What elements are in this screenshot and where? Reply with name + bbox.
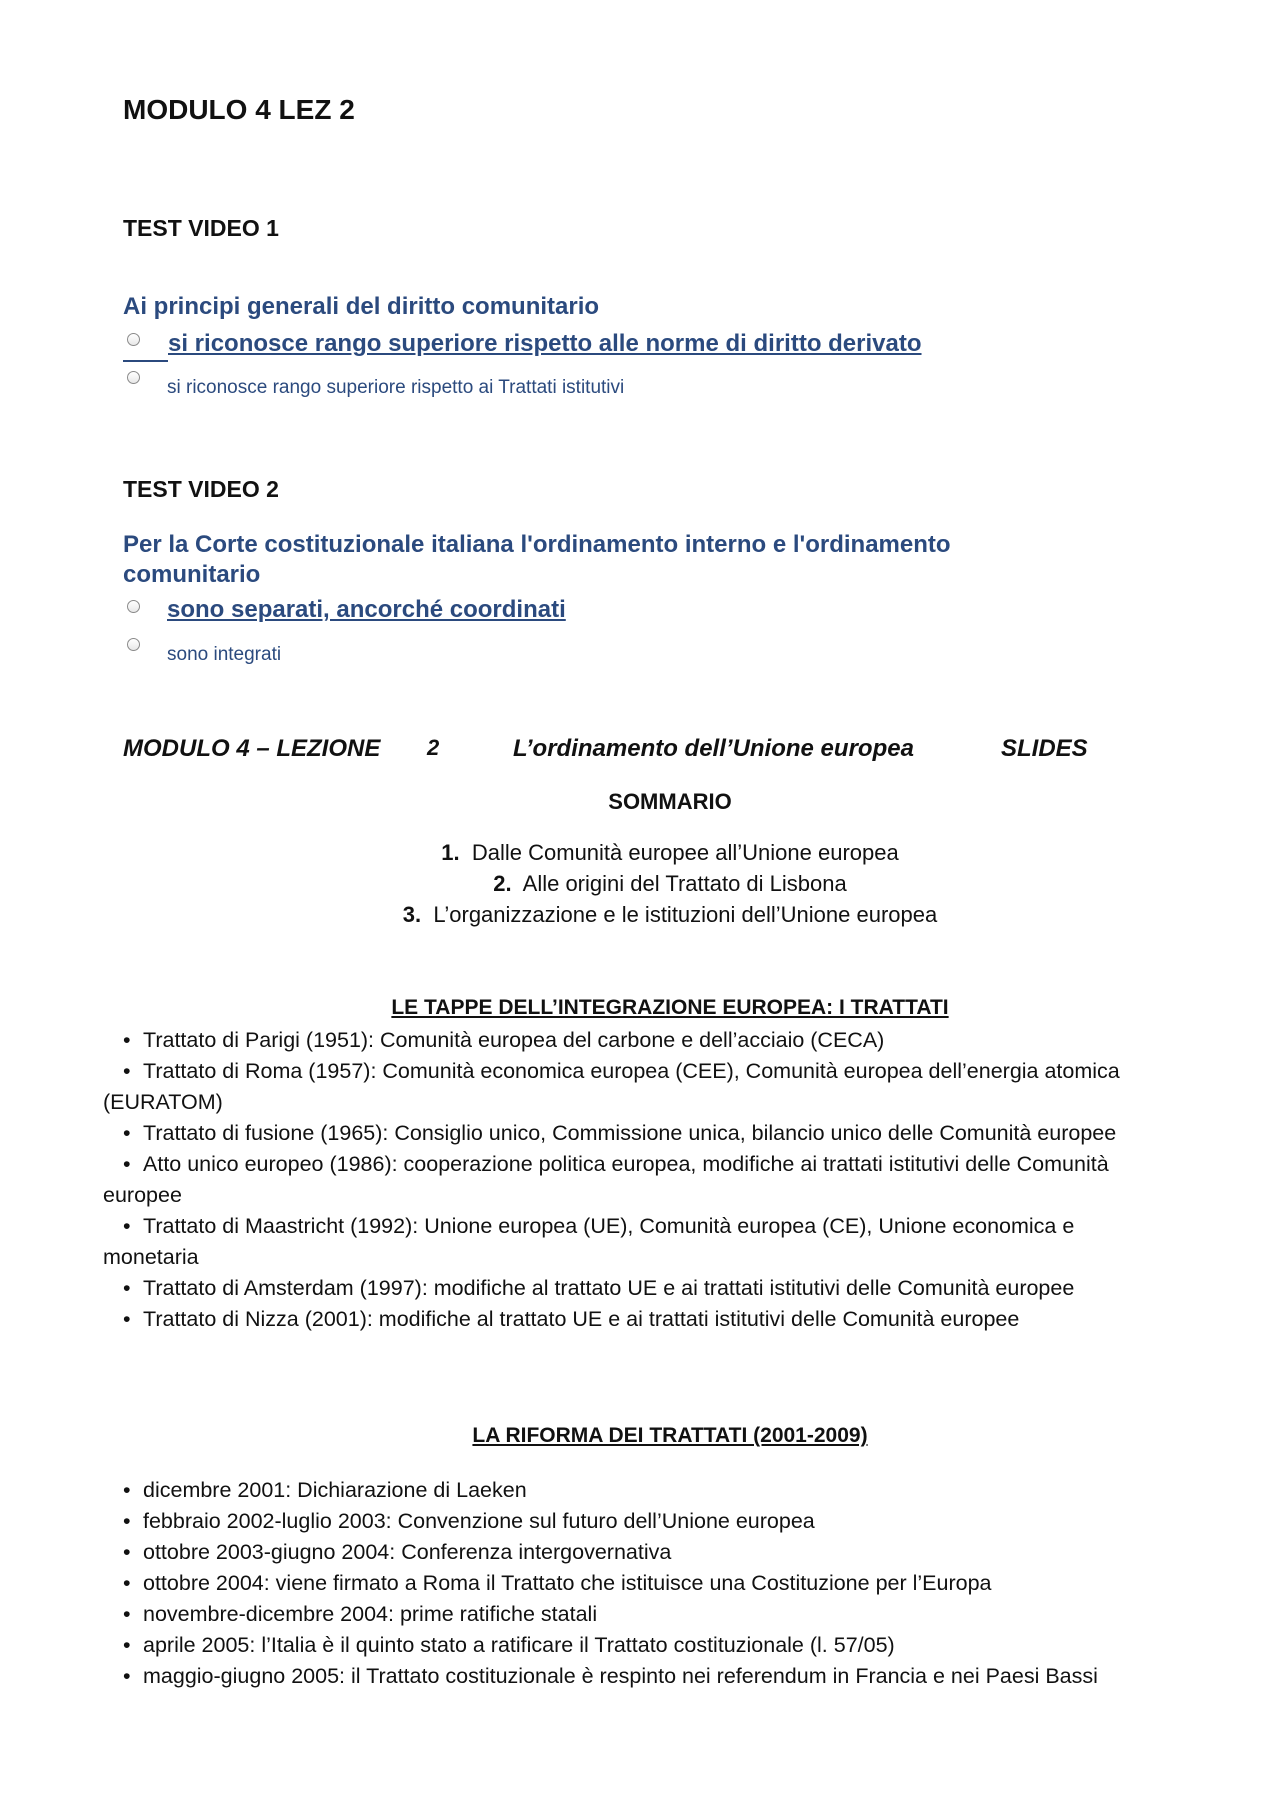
test-1-option-1[interactable]: si riconosce rango superiore rispetto alle norme di diritto derivato (168, 330, 922, 357)
list-item: • dicembre 2001: Dichiarazione di Laeken (123, 1475, 1233, 1506)
bullet: • (123, 1276, 131, 1300)
bullet: • (123, 1478, 131, 1502)
bullet: • (123, 1664, 131, 1688)
list-item: • Trattato di Amsterdam (1997): modifiche al trattato UE e ai trattati istitutivi delle Comunità europee (123, 1273, 1233, 1304)
list-item: • aprile 2005: l’Italia è il quinto stato a ratificare il Trattato costituzionale (l. 57/05) (123, 1630, 1233, 1661)
toc-item-1-text: Dalle Comunità europee all’Unione europea (471, 840, 899, 865)
toc-item-2-number: 2. (493, 871, 512, 896)
bullet: • (123, 1571, 131, 1595)
toc-item-2-text: Alle origini del Trattato di Lisbona (522, 871, 847, 896)
section-1-title: LE TAPPE DELL’INTEGRAZIONE EUROPEA: I TRATTATI (391, 996, 949, 1019)
bullet: • (123, 1307, 131, 1331)
bullet: • (123, 1509, 131, 1533)
test-2-question-line-2: comunitario (123, 561, 261, 588)
list-item: • Trattato di Nizza (2001): modifiche al trattato UE e ai trattati istitutivi delle Comunità europee (123, 1304, 1233, 1335)
lesson-number: 2 (427, 735, 440, 760)
test-1-option-2-radio[interactable] (127, 371, 140, 384)
test-1-option-1-radio[interactable] (127, 333, 140, 346)
toc-item-1 (0, 840, 1280, 866)
test-1-option-2[interactable]: si riconosce rango superiore rispetto ai Trattati istitutivi (167, 377, 625, 398)
list-item: • Atto unico europeo (1986): cooperazione politica europea, modifiche ai trattati istitutivi delle Comunità europee (123, 1149, 1233, 1211)
test-2-question-line-1: Per la Corte costituzionale italiana l'ordinamento interno e l'ordinamento (123, 531, 951, 558)
page-title: MODULO 4 LEZ 2 (123, 94, 355, 125)
list-item: • Trattato di Maastricht (1992): Unione europea (UE), Comunità europea (CE), Unione economica e monetaria (123, 1211, 1233, 1273)
test-2-option-2[interactable]: sono integrati (167, 644, 282, 665)
toc-item-3-text: L’organizzazione e le istituzioni dell’Unione europea (433, 902, 938, 927)
section-1-list (103, 1025, 1233, 1335)
section-2-list (123, 1475, 1233, 1692)
test-video-1-label: TEST VIDEO 1 (123, 215, 279, 241)
toc-item-1-number: 1. (441, 840, 460, 865)
list-item: • ottobre 2003-giugno 2004: Conferenza intergovernativa (123, 1537, 1233, 1568)
list-item: • Trattato di Roma (1957): Comunità economica europea (CEE), Comunità europea dell’energia atomica (EURATOM) (123, 1056, 1233, 1118)
bullet: • (123, 1152, 131, 1176)
list-item: • ottobre 2004: viene firmato a Roma il Trattato che istituisce una Costituzione per l’Europa (123, 1568, 1233, 1599)
lesson-subject: L’ordinamento dell’Unione europea (513, 735, 914, 762)
summary-title: SOMMARIO (608, 789, 732, 814)
bullet: • (123, 1028, 131, 1052)
bullet: • (123, 1214, 131, 1238)
bullet: • (123, 1121, 131, 1145)
list-item: • febbraio 2002-luglio 2003: Convenzione sul futuro dell’Unione europea (123, 1506, 1233, 1537)
test-2-option-1[interactable]: sono separati, ancorché coordinati (167, 596, 566, 623)
list-item: • Trattato di fusione (1965): Consiglio unico, Commissione unica, bilancio unico delle Comunità europee (123, 1118, 1233, 1149)
lesson-module: MODULO 4 – LEZIONE (123, 735, 381, 762)
test-2-option-1-radio[interactable] (127, 600, 140, 613)
toc-item-3 (0, 902, 1280, 928)
toc-item-2 (0, 871, 1280, 897)
test-2-option-2-radio[interactable] (127, 638, 140, 651)
bullet: • (123, 1633, 131, 1657)
bullet: • (123, 1602, 131, 1626)
test-1-question: Ai principi generali del diritto comunitario (123, 293, 600, 320)
lesson-slides: SLIDES (1001, 735, 1088, 762)
underline-lead (123, 360, 168, 362)
list-item: • novembre-dicembre 2004: prime ratifiche statali (123, 1599, 1233, 1630)
list-item: • Trattato di Parigi (1951): Comunità europea del carbone e dell’acciaio (CECA) (123, 1025, 1233, 1056)
bullet: • (123, 1540, 131, 1564)
toc-item-3-number: 3. (402, 902, 422, 927)
test-video-2-label: TEST VIDEO 2 (123, 476, 279, 502)
list-item: • maggio-giugno 2005: il Trattato costituzionale è respinto nei referendum in Francia e nei Paesi Bassi (123, 1661, 1233, 1692)
bullet: • (123, 1059, 131, 1083)
section-2-title: LA RIFORMA DEI TRATTATI (2001-2009) (472, 1424, 868, 1447)
